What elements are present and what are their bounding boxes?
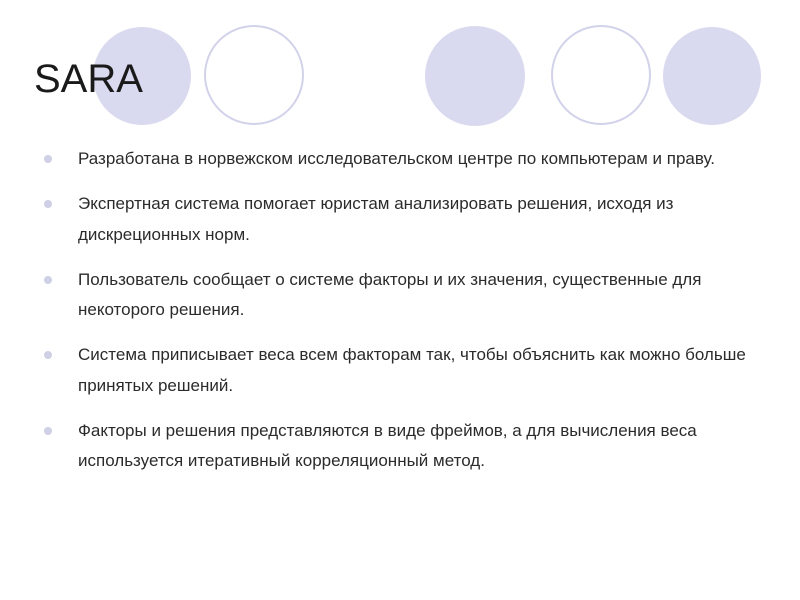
decorative-circle-outline	[204, 25, 304, 125]
decorative-circle-filled	[663, 27, 761, 125]
bullet-dot-icon	[44, 155, 52, 163]
bullet-text: Разработана в норвежском исследовательском центре по компьютерам и праву.	[78, 149, 716, 168]
bullet-item	[44, 340, 764, 401]
bullet-text: Факторы и решения представляются в виде фреймов, а для вычисления веса используется итеративный корреляционный метод.	[78, 420, 697, 470]
bullet-text: Система приписывает веса всем факторам так, чтобы объяснить как можно больше принятых решений.	[78, 345, 746, 395]
decorative-circle-outline	[551, 25, 651, 125]
bullet-text: Экспертная система помогает юристам анализировать решения, исходя из дискреционных норм.	[78, 194, 674, 244]
bullet-dot-icon	[44, 200, 52, 208]
bullet-list	[44, 144, 764, 491]
bullet-item	[44, 189, 764, 250]
bullet-dot-icon	[44, 427, 52, 435]
decorative-circle-filled	[425, 26, 525, 126]
bullet-item	[44, 416, 764, 477]
bullet-item	[44, 265, 764, 326]
bullet-text: Пользователь сообщает о системе факторы и их значения, существенные для некоторого решения.	[78, 269, 702, 319]
bullet-item	[44, 144, 764, 175]
slide-title: SARA	[34, 57, 143, 101]
bullet-dot-icon	[44, 351, 52, 359]
bullet-dot-icon	[44, 276, 52, 284]
